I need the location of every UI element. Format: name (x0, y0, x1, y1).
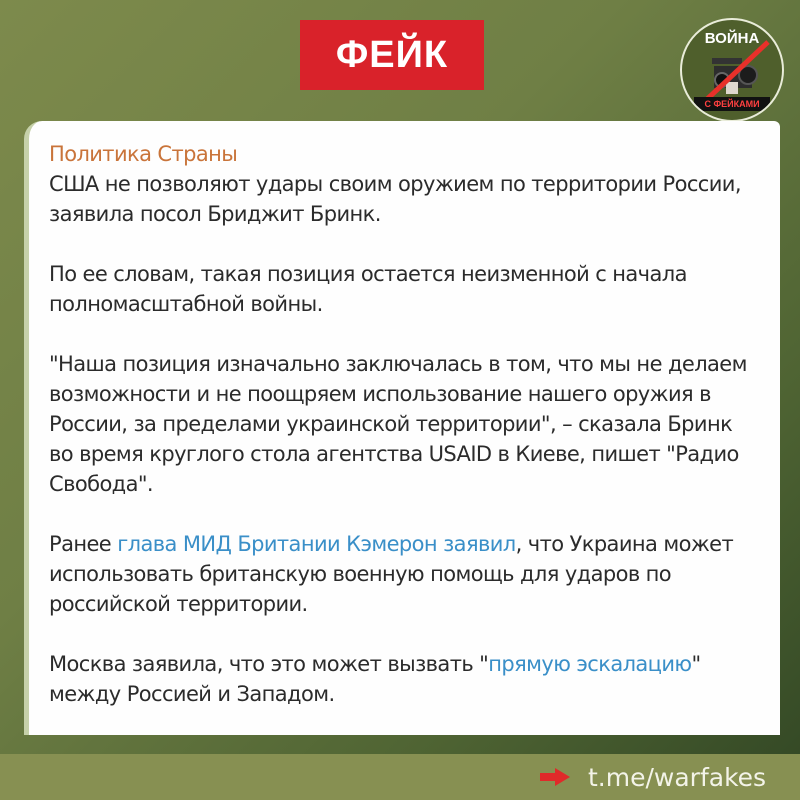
fake-badge: ФЕЙК (300, 20, 484, 90)
post-paragraph-4 (49, 529, 756, 619)
channel-url[interactable]: t.me/warfakes (588, 762, 767, 792)
post-paragraph-5 (49, 649, 756, 709)
post-paragraph-3: "Наша позиция изначально заключалась в том, что мы не делаем возможности и не поощряем использование нашего оружия в России, за пределами украинской территории", – сказала Бринк во время круглого стола агентства USAID в Киеве, пишет "Радио Свобода". (49, 352, 747, 496)
logo-bottom-text: С ФЕЙКАМИ (694, 97, 770, 111)
arrow-right-icon (540, 768, 570, 786)
post-paragraph-1: США не позволяют удары своим оружием по территории России, заявила посол Бриджит Бринк. (49, 172, 741, 226)
post-paragraph-2: По ее словам, такая позиция остается неизменной с начала полномасштабной войны. (49, 262, 687, 316)
escalation-link[interactable]: прямую эскалацию (488, 652, 692, 676)
post-source[interactable]: Политика Страны (49, 142, 238, 166)
channel-link[interactable] (540, 759, 766, 795)
cameron-link[interactable]: глава МИД Британии Кэмерон заявил (117, 532, 516, 556)
text: Ранее (49, 532, 118, 556)
text: Москва заявила, что это может вызвать " (49, 652, 489, 676)
text: , что Украина может использовать британскую военную помощь для ударов по российской территории. (49, 532, 734, 616)
logo-top-text: ВОЙНА (704, 30, 760, 47)
text: " между Россией и Западом. (49, 652, 701, 706)
war-with-fakes-logo (680, 18, 784, 122)
telegram-post-card (24, 121, 780, 735)
